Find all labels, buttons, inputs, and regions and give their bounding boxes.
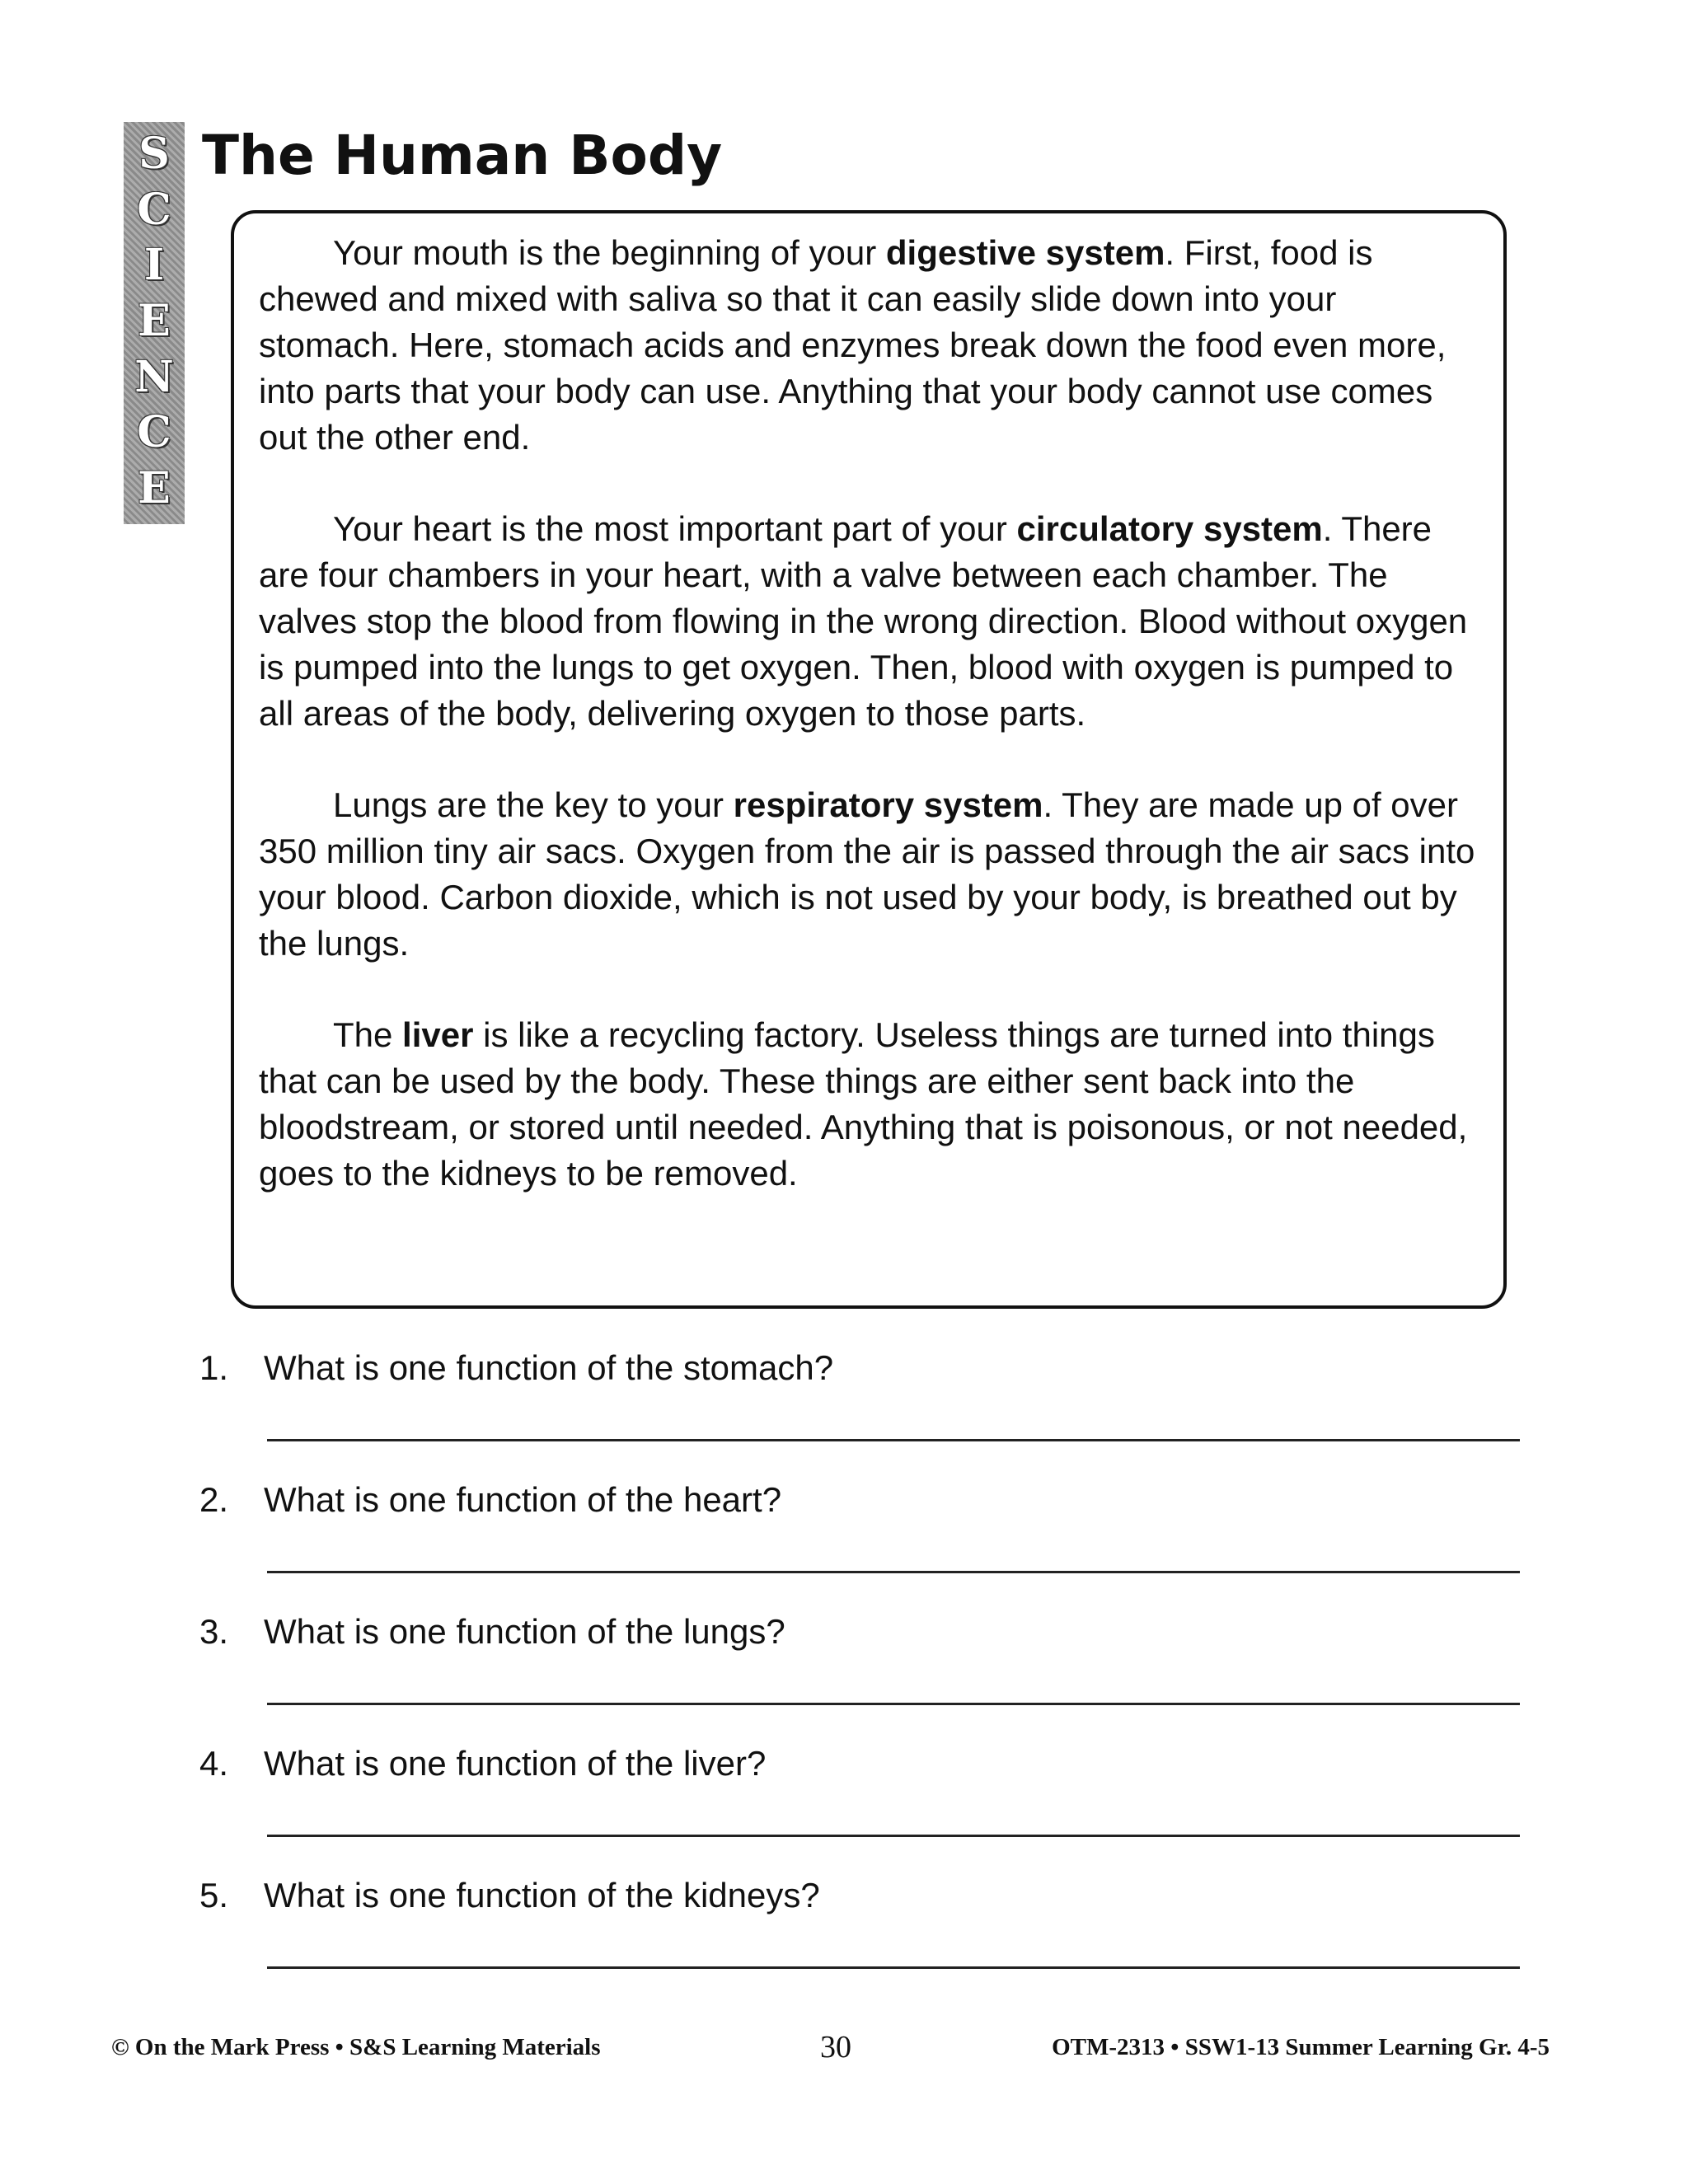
passage-paragraph-circulatory: [259, 506, 1482, 737]
subject-letter: C: [137, 407, 171, 458]
subject-letter: I: [143, 240, 165, 291]
answer-line[interactable]: [267, 1835, 1520, 1837]
question-number: 2.: [199, 1480, 229, 1519]
paragraph-text: Lungs are the key to your: [333, 785, 734, 824]
paragraph-text: is like a recycling factory. Useless things are turned into things that can be used by the body. These things are either sent back into the bloodstream, or stored until needed. Anything that is poisonous, or not needed, goes to the kidneys to be removed.: [259, 1015, 1468, 1193]
subject-tab: [124, 122, 185, 524]
question-text: What is one function of the stomach?: [264, 1348, 834, 1387]
passage-paragraph-liver: [259, 1012, 1482, 1197]
subject-letter: C: [137, 184, 171, 235]
key-term: respiratory system: [733, 785, 1043, 824]
answer-line[interactable]: [267, 1571, 1520, 1573]
question-text: What is one function of the kidneys?: [264, 1876, 820, 1915]
question-number: 3.: [199, 1612, 229, 1651]
subject-letter: S: [138, 129, 170, 179]
page-title: The Human Body: [202, 124, 723, 187]
paragraph-text: . They are made up of over 350 million tiny air sacs. Oxygen from the air is passed through the air sacs into your blood. Carbon dioxide, which is not used by your body, is breathed out by the lungs.: [259, 785, 1475, 963]
question-text: What is one function of the liver?: [264, 1744, 767, 1783]
subject-letter: E: [138, 462, 171, 513]
key-term: liver: [402, 1015, 474, 1054]
answer-line[interactable]: [267, 1439, 1520, 1441]
paragraph-text: . There are four chambers in your heart, with a valve between each chamber. The valves stop the blood from flowing in the wrong direction. Blood without oxygen is pumped into the lungs to get oxygen. Then, blood with oxygen is pumped to all areas of the body, delivering oxygen to those parts.: [259, 509, 1468, 733]
passage-paragraph-digestive: [259, 230, 1482, 461]
subject-letter: E: [138, 295, 171, 346]
paragraph-text: Your mouth is the beginning of your: [333, 233, 886, 272]
subject-letter: N: [134, 351, 174, 402]
page-number: 30: [820, 2030, 851, 2064]
question-item: [199, 1477, 1518, 1609]
publisher-credit: © On the Mark Press • S&S Learning Materials: [111, 2034, 601, 2060]
paragraph-text: The: [333, 1015, 403, 1054]
question-item: [199, 1345, 1518, 1477]
key-term: circulatory system: [1016, 509, 1323, 548]
question-number: 5.: [199, 1876, 229, 1915]
answer-line[interactable]: [267, 1703, 1520, 1705]
key-term: digestive system: [885, 233, 1165, 272]
question-number: 1.: [199, 1348, 229, 1387]
question-text: What is one function of the heart?: [264, 1480, 782, 1519]
passage-paragraph-respiratory: [259, 782, 1482, 967]
paragraph-text: . First, food is chewed and mixed with saliva so that it can easily slide down into your stomach. Here, stomach acids and enzymes break down the food even more, into parts that your body can use. Anything that your body cannot use comes out the other end.: [259, 233, 1447, 457]
answer-line[interactable]: [267, 1966, 1520, 1969]
book-code: OTM-2313 • SSW1-13 Summer Learning Gr. 4-5: [1052, 2034, 1550, 2060]
question-list: [199, 1345, 1518, 2004]
page-footer: [111, 2029, 1550, 2070]
question-item: [199, 1741, 1518, 1872]
question-text: What is one function of the lungs?: [264, 1612, 785, 1651]
question-item: [199, 1872, 1518, 2004]
reading-passage-box: [231, 210, 1507, 1309]
question-item: [199, 1609, 1518, 1741]
paragraph-text: Your heart is the most important part of your: [333, 509, 1017, 548]
question-number: 4.: [199, 1744, 229, 1783]
